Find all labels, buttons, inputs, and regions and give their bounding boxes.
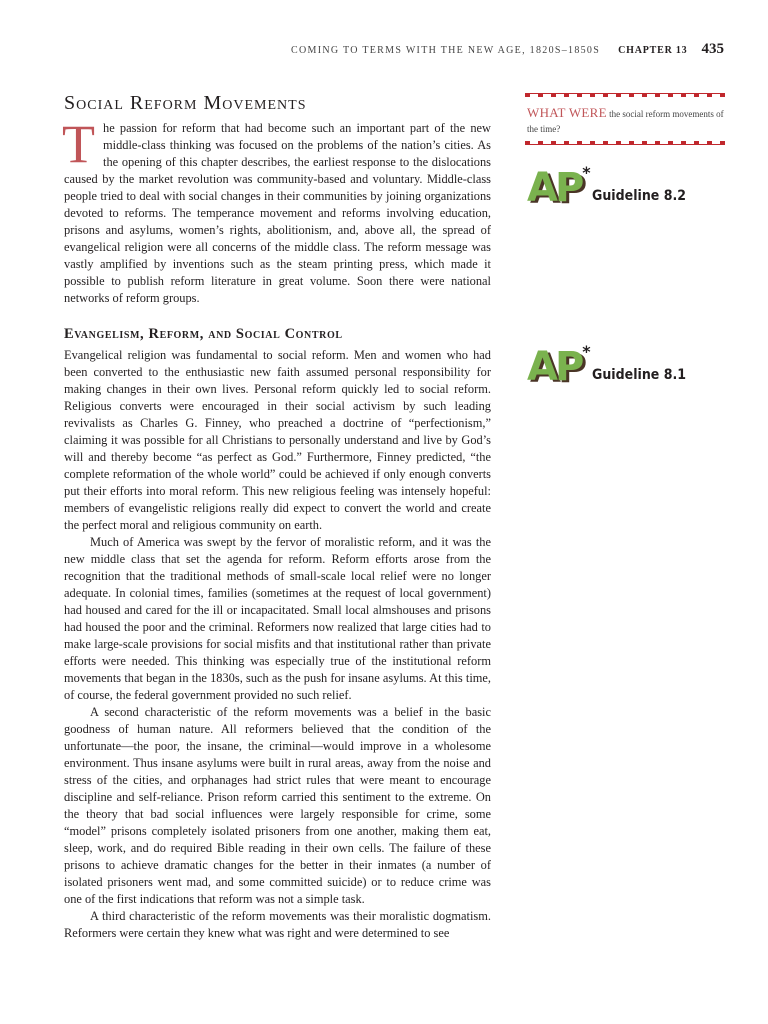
ap-guideline-8-2 [527, 163, 696, 211]
guideline-label: Guideline 8.1 [591, 367, 686, 383]
section-title: Social Reform Movements [64, 92, 307, 114]
intro-paragraph [62, 114, 491, 307]
ap-logo-icon: AP [527, 165, 582, 211]
focus-question-box [525, 93, 725, 145]
body-paragraph: A second characteristic of the reform movements was a belief in the basic goodness of human nature. All reformers believed that the condition of the unfortunate—the poor, the insane, the criminal—would improve in a wholesome environment. Thus insane asylums were built in rural areas, away from the noise and stress of the cities, and orphanages had strict rules that were meant to encourage discipline and self-reliance. Prison reform carried this sentiment to the extreme. On the theory that bad social influences were largely responsible for crime, some “model” prisons completely isolated prisoners from one another, making them eat, sleep, work, and do required Bible reading in their own cells. The failure of these prisons to achieve dramatic changes for the better in their inmates (a number of isolated prisoners went mad, and some committed suicide) or to reduce crime was one of the first indications that reform was not a simple task. [64, 705, 491, 906]
guideline-label: Guideline 8.2 [591, 188, 686, 204]
body-paragraph: Much of America was swept by the fervor of moralistic reform, and it was the new middle class that set the agenda for reform. Reform efforts arose from the recognition that the traditional methods of small-scale local relief were no longer adequate. In colonial times, families (sometimes at the request of local government) had housed and cared for the ill or incapacitated. Small local almshouses and prisons had housed the poor and the criminal. Reformers now realized that large cities had to make large-scale provisions for social misfits and that institutional rather than private efforts were needed. This thinking was especially true of the institutional reform movements that began in the 1830s, such as the push for insane asylums. At this time, of course, the federal government provided no such relief. [64, 535, 491, 702]
intro-text: he passion for reform that had become such an important part of the new middle-class thinking was focused on the problems of the nation’s cities. As the opening of this chapter describes, the earliest response to the dislocations caused by the market revolution was community-based and voluntary. Middle-class people tried to deal with social changes in their communities by joining organizations devoted to reforms. The temperance movement and reforms involving education, prisons and asylums, women’s rights, abolitionism, and, above all, the spread of evangelical religion were all concerns of the middle class. The reform message was vastly amplified by inventions such as the steam printing press, which made it possible to publish reform literature in great volume. Soon there were national networks of reform groups. [64, 121, 491, 305]
running-title: COMING TO TERMS WITH THE NEW AGE, 1820S–1850S [291, 45, 601, 56]
subsection-title: Evangelism, Reform, and Social Control [64, 326, 343, 342]
question-lead: WHAT WERE [527, 105, 607, 120]
question-text: the social reform movements of the time? [527, 109, 724, 134]
dashed-rule-bottom [525, 141, 725, 145]
main-column [64, 90, 491, 942]
chapter-label: CHAPTER 13 [618, 45, 688, 56]
body-paragraph: A third characteristic of the reform movements was their moralistic dogmatism. Reformers were certain they knew what was right and were determined to see [64, 909, 491, 940]
ap-logo-icon: AP [527, 344, 582, 390]
focus-question [525, 97, 725, 141]
running-head [0, 40, 724, 58]
ap-guideline-8-1 [527, 342, 696, 390]
asterisk-icon: * [582, 342, 591, 361]
asterisk-icon: * [582, 163, 591, 182]
page-number: 435 [701, 41, 724, 57]
body-paragraph: Evangelical religion was fundamental to social reform. Men and women who had been converted to the enthusiastic new faith assumed personal responsibility for making changes in their own lives. Personal reform quickly led to social reform. Religious converts were encouraged in their social activism by such leading revivalists as Charles G. Finney, who preached a doctrine of “perfectionism,” claiming it was possible for all Christians to personally understand and live by God’s will and thereby become “as perfect as God.” Furthermore, Finney predicted, “the complete reformation of the whole world” could be achieved if only enough converts put their efforts into moral reform. This new religious feeling was intensely hopeful: members of evangelistic religions really did expect to convert the world and create the perfect moral and religious community on earth. [64, 348, 491, 532]
drop-cap: T [62, 114, 95, 174]
